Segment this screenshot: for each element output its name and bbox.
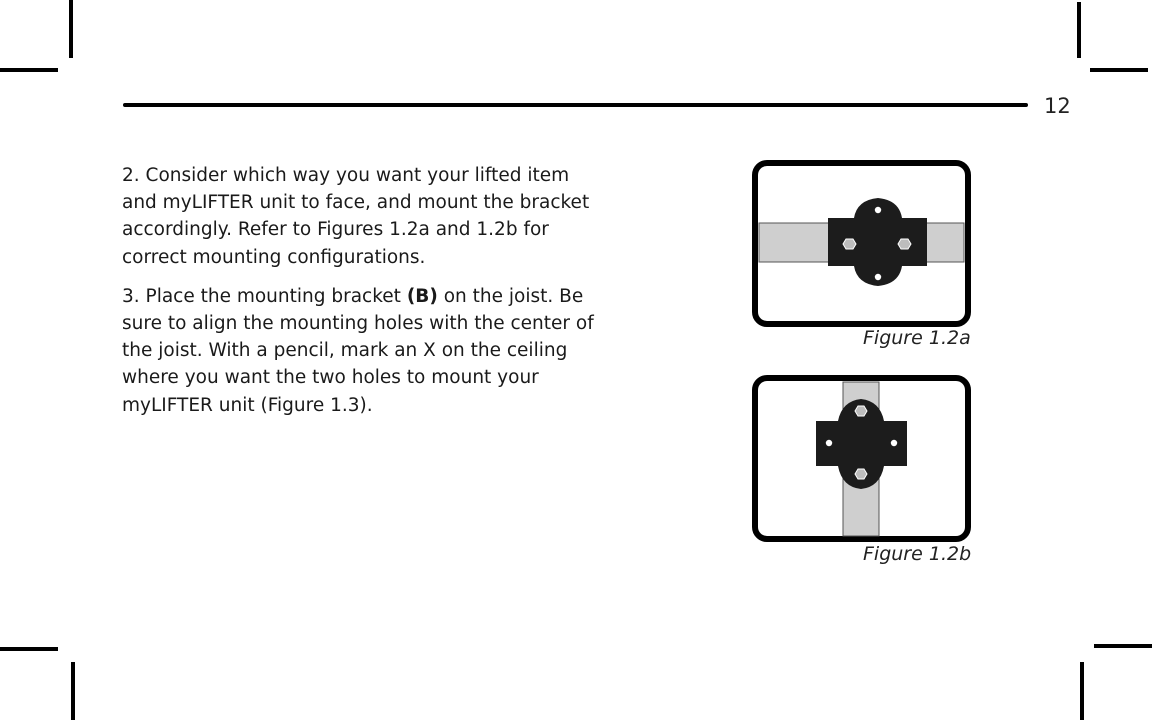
step-3-paragraph [122,283,602,419]
bolt-right [898,239,911,249]
crop-mark-top-left-vertical [69,0,73,58]
bracket-hole-left [826,440,832,446]
crop-mark-bottom-right-horizontal [1094,644,1152,648]
bolt-top [855,406,867,416]
page-number: 12 [1044,94,1071,118]
bracket-hole-bottom [875,274,881,280]
figure-1-2b-caption: Figure 1.2b [863,543,972,565]
crop-mark-top-right-vertical [1077,2,1081,58]
bolt-bottom [855,469,867,479]
crop-mark-bottom-left-vertical [71,662,75,720]
step-2-paragraph: 2. Consider which way you want your lifted item and myLIFTER unit to face, and mount the bracket accordingly. Refer to Figures 1.2a and 1.2b for correct mounting configurations. [122,165,590,268]
crop-mark-bottom-left-horizontal [0,647,58,651]
crop-mark-top-left-horizontal [0,68,58,72]
bracket-hole-right [891,440,897,446]
figure-1-2a-illustration [750,158,974,330]
crop-mark-bottom-right-vertical [1080,662,1084,720]
instructions-text [122,162,602,431]
crop-mark-top-right-horizontal [1090,68,1148,72]
step-3-text-start: 3. Place the mounting bracket [122,285,407,307]
bolt-left [843,239,856,249]
figure-1-2b-illustration [750,373,974,545]
figure-1-2a-caption: Figure 1.2a [863,327,971,349]
header-rule [123,103,1028,107]
step-3-text-end: on the joist. Be sure to align the mounting holes with the center of the joist. With a pencil, mark an X on the ceiling where you want the two holes to mount your myLIFTER unit (Figure 1.3). [122,285,594,416]
step-3-bold-label: (B) [406,285,438,307]
bracket-hole-top [875,207,881,213]
